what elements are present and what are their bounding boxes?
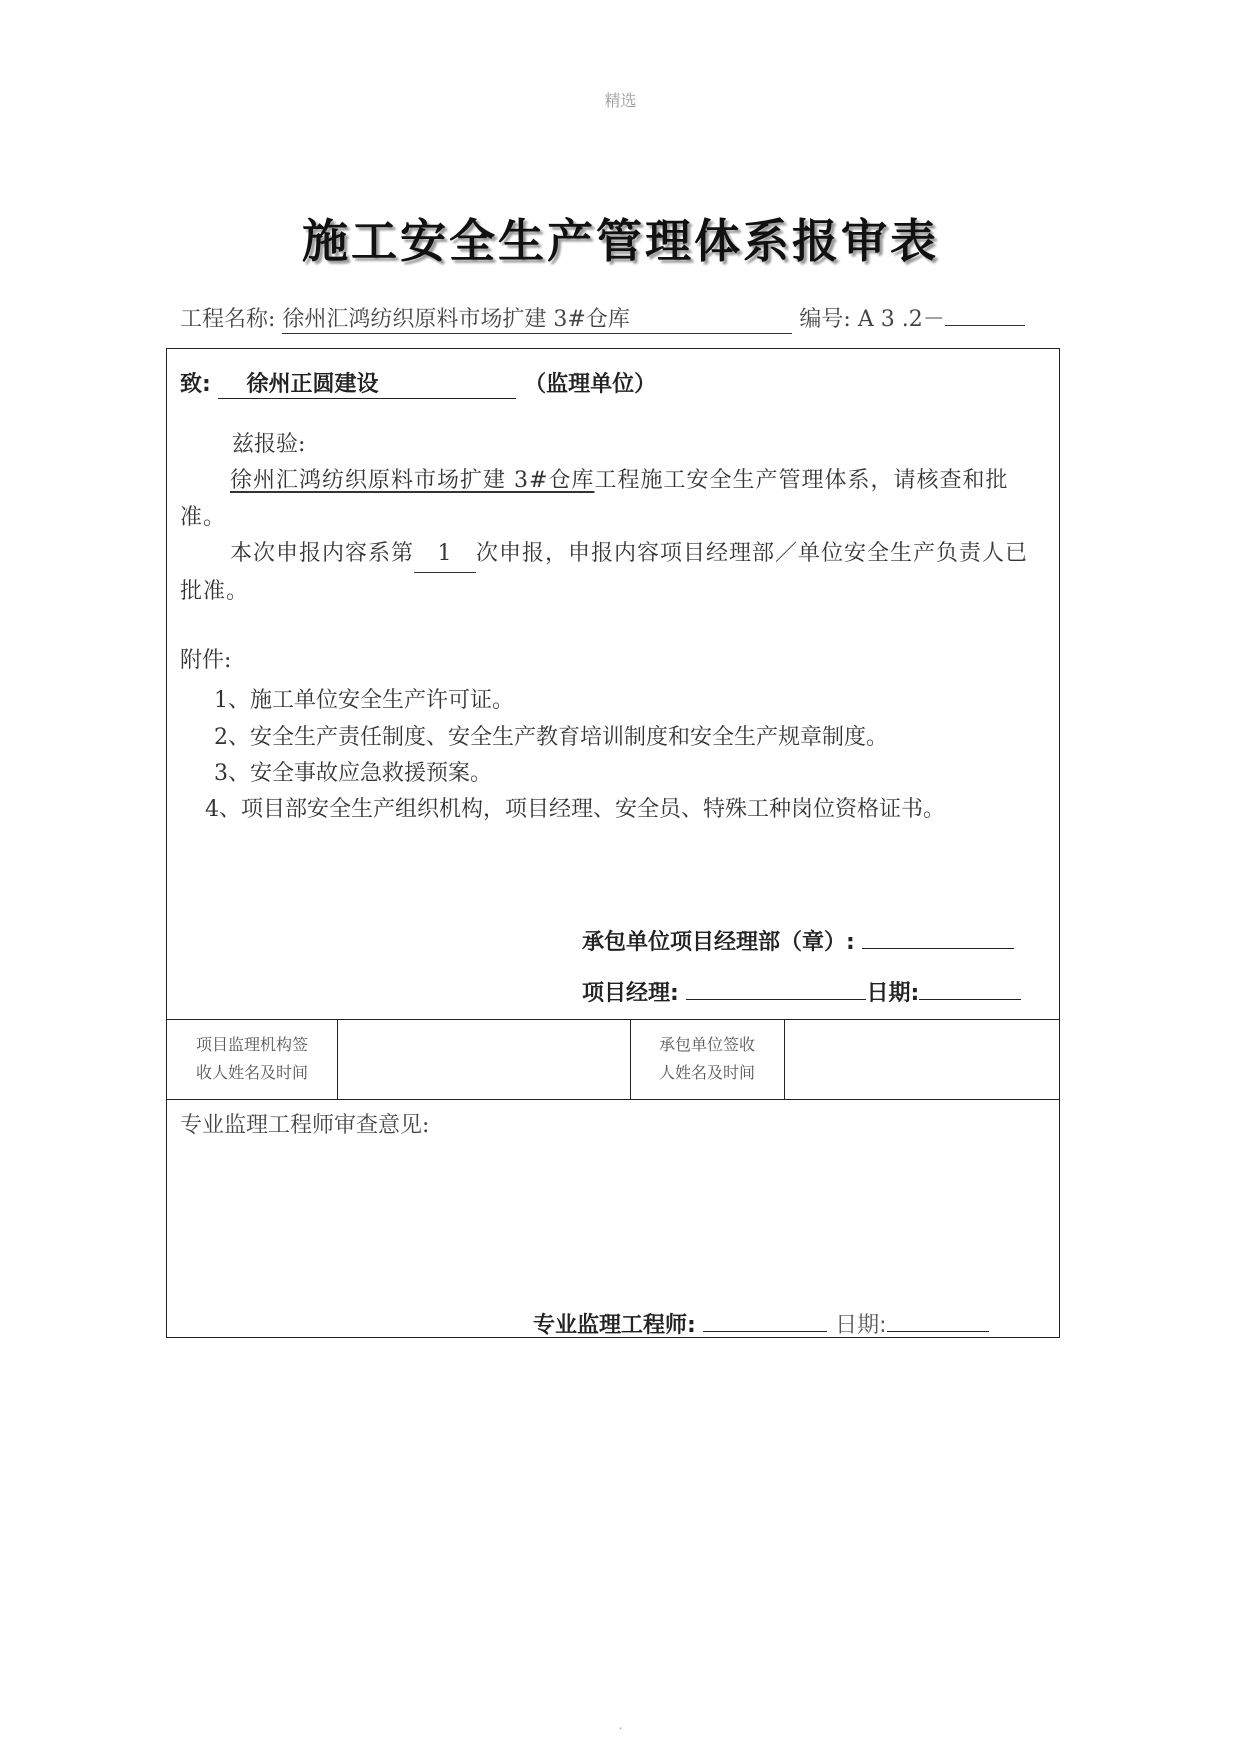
submission-prefix: 本次申报内容系第 (230, 541, 415, 566)
attachment-item: 1、施工单位安全生产许可证。 (214, 688, 514, 713)
supervisor-receipt-label (167, 1031, 337, 1087)
project-name-label: 工程名称: (180, 307, 276, 332)
body-project-name: 徐州汇鸿纺织原料市场扩建 3#仓库 (230, 468, 595, 493)
contractor-dept-label: 承包单位项目经理部（章）: (582, 930, 855, 955)
addressee-value: 徐州正圆建设 (246, 372, 379, 397)
project-manager-sign (582, 976, 1021, 1007)
contractor-date-line (919, 977, 1021, 1000)
contractor-receipt-label-line2: 人姓名及时间 (658, 1063, 755, 1082)
addressee-suffix: （监理单位） (524, 372, 657, 397)
submission-paragraph (180, 535, 1050, 610)
supervisor-receipt-label-line2: 收人姓名及时间 (195, 1063, 308, 1082)
form-number-field (945, 303, 1025, 326)
attachment-item: 2、安全生产责任制度、安全生产教育培训制度和安全生产规章制度。 (214, 725, 888, 750)
header-watermark: 精选 (604, 91, 637, 110)
contractor-receipt-label (630, 1031, 784, 1087)
review-date-line (887, 1309, 989, 1332)
form-number-label: 编号: A 3 .2－ (799, 307, 945, 332)
project-name-field (282, 302, 792, 334)
contractor-dept-signature-line (862, 926, 1014, 949)
review-title: 专业监理工程师审查意见: (180, 1113, 430, 1138)
greeting-text: 兹报验: (232, 432, 306, 457)
engineer-label: 专业监理工程师: (533, 1313, 696, 1338)
divider-main-receipt (167, 1019, 1059, 1020)
receipt-divider-3 (784, 1019, 785, 1099)
addressee-field (218, 367, 516, 399)
addressee-line (180, 367, 656, 399)
project-manager-signature-line (686, 977, 866, 1000)
contractor-date-label: 日期: (866, 981, 920, 1006)
project-meta-line (180, 302, 1066, 334)
attachments-title: 附件: (180, 648, 232, 673)
submission-text: 次申报，申报内容项目经理部／单位安全生产负责人已批准。 (180, 541, 1029, 604)
review-date-label: 日期: (835, 1313, 887, 1338)
contractor-receipt-label-line1: 承包单位签收 (658, 1035, 755, 1054)
form-title: 施工安全生产管理体系报审表 (302, 214, 939, 268)
project-manager-label: 项目经理: (582, 981, 679, 1006)
project-name-value: 徐州汇鸿纺织原料市场扩建 3#仓库 (282, 307, 630, 332)
receipt-divider-1 (337, 1019, 338, 1099)
engineer-signature-line (703, 1309, 827, 1332)
divider-receipt-review (167, 1099, 1059, 1100)
engineer-sign (533, 1308, 989, 1339)
contractor-dept-sign (582, 925, 1014, 956)
footer-mark: . (618, 1718, 623, 1732)
request-paragraph (180, 462, 1050, 536)
attachment-item: 3、安全事故应急救援预案。 (214, 761, 492, 786)
request-text: 工程施工安全生产管理体系，请核查和批准。 (180, 468, 1009, 530)
submission-number: 1 (414, 535, 476, 573)
attachment-item: 4、项目部安全生产组织机构，项目经理、安全员、特殊工种岗位资格证书。 (205, 797, 945, 822)
supervisor-receipt-label-line1: 项目监理机构签 (195, 1035, 308, 1054)
addressee-label: 致: (180, 372, 211, 397)
